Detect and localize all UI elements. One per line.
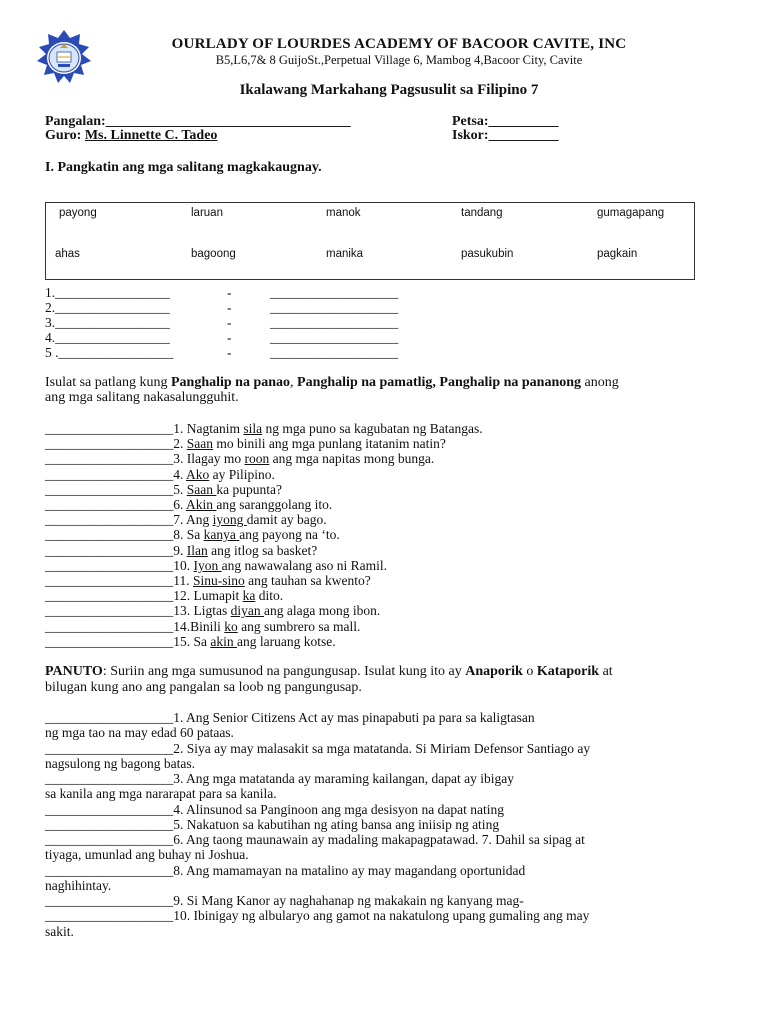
score-label: Iskor: (452, 128, 489, 143)
item-row: ___________________11. Sinu-sino ang tauhan sa kwento? (45, 573, 371, 589)
item-row: ___________________4. Ako ay Pilipino. (45, 466, 275, 482)
pair-row: 1._________________ - ___________________ (45, 285, 399, 300)
item-row: ___________________13. Ligtas diyan ang alaga mong ibon. (45, 603, 381, 619)
teacher-label: Guro: (45, 128, 82, 143)
pair-blank-left[interactable]: _________________ (58, 345, 174, 360)
answer-blank[interactable]: ___________________ (45, 436, 174, 452)
item-row: ___________________4. Alinsunod sa Panginoon ang mga desisyon na dapat nating (45, 801, 504, 817)
answer-blank[interactable]: ___________________ (45, 466, 174, 482)
name-label: Pangalan: (45, 114, 106, 129)
answer-blank[interactable]: ___________________ (45, 771, 174, 786)
item-row: ___________________9. Si Mang Kanor ay naghahanap ng makakain ng kanyang mag- (45, 893, 524, 908)
item-row: ___________________5. Nakatuon sa kabutihan ng ating bansa ang iniisip ng ating (45, 816, 500, 832)
item-continuation: sakit. (45, 923, 74, 939)
item-row: ___________________14.Binili ko ang sumbrero sa mall. (45, 618, 361, 634)
item-row: ___________________1. Ang Senior Citizens Act ay mas pinapabuti pa para sa kaligtasan (45, 710, 535, 725)
word: tandang (461, 207, 503, 219)
answer-blank[interactable]: ___________________ (45, 573, 174, 589)
item-continuation: nagsulong ng bagong batas. (45, 755, 195, 771)
pair-blank-left[interactable]: _________________ (55, 300, 170, 315)
school-name: OURLADY OF LOURDES ACADEMY OF BACOOR CAVITE, INC (171, 36, 627, 52)
item-row: ___________________10. Iyon ang nawawalang aso ni Ramil. (45, 557, 387, 573)
pair-blank-left[interactable]: _________________ (55, 285, 170, 300)
word: laruan (191, 207, 223, 219)
item-row: ___________________7. Ang iyong damit ay bago. (45, 512, 327, 528)
item-row: ___________________6. Akin ang saranggolang ito. (45, 497, 333, 513)
item-row: ___________________12. Lumapit ka dito. (45, 588, 284, 604)
word: manok (326, 207, 361, 219)
word: gumagapang (597, 207, 665, 219)
pair-row: 2._________________ - ___________________ (45, 300, 399, 315)
word: payong (59, 207, 97, 219)
item-row: ___________________3. Ang mga matatanda ay maraming kailangan, dapat ay ibigay (45, 771, 515, 786)
item-row: ___________________2. Siya ay may malasakit sa mga matatanda. Si Miriam Defensor Santiago ay (45, 740, 591, 756)
item-row: ___________________6. Ang taong maunawain ay madaling makapagpatawad. 7. Dahil sa sipag at (45, 832, 585, 847)
item-continuation: naghihintay. (45, 877, 112, 893)
pair-blank-right[interactable]: ___________________ (270, 285, 399, 300)
exam-title: Ikalawang Markahang Pagsusulit sa Filipino 7 (239, 82, 539, 98)
date-label: Petsa: (452, 114, 489, 129)
pair-blank-right[interactable]: ___________________ (270, 315, 399, 330)
pair-row: 4._________________ - ___________________ (45, 330, 399, 345)
answer-blank[interactable]: ___________________ (45, 832, 174, 847)
item-row: ___________________2. Saan mo binili ang mga punlang itatanim natin? (45, 436, 446, 452)
answer-blank[interactable]: ___________________ (45, 816, 174, 832)
answer-blank[interactable]: ___________________ (45, 893, 174, 908)
answer-blank[interactable]: ___________________ (45, 801, 174, 817)
word: pagkain (597, 248, 638, 260)
pair-blank-left[interactable]: _________________ (55, 315, 170, 330)
score-blank[interactable]: __________ (488, 128, 559, 143)
answer-blank[interactable]: ___________________ (45, 527, 174, 543)
answer-blank[interactable]: ___________________ (45, 481, 174, 497)
item-continuation: sa kanila ang mga nararapat para sa kanila. (45, 786, 277, 802)
answer-blank[interactable]: ___________________ (45, 633, 174, 649)
word: pasukubin (461, 248, 514, 260)
pair-blank-left[interactable]: _________________ (55, 330, 170, 345)
pair-blank-right[interactable]: ___________________ (270, 330, 399, 345)
teacher-row (45, 128, 217, 144)
part3-items (45, 710, 590, 939)
answer-blank[interactable]: ___________________ (45, 588, 174, 604)
item-row: ___________________8. Sa kanya ang payong na ‘to. (45, 527, 340, 543)
answer-blank[interactable]: ___________________ (45, 603, 174, 619)
date-blank[interactable]: __________ (488, 114, 559, 129)
part2-instruction: Isulat sa patlang kung Panghalip na panao, Panghalip na pamatlig, Panghalip na pananong anong ang mga salitang nakasalungguhit. (45, 375, 619, 405)
school-address: B5,L6,7& 8 GuijoSt.,Perpetual Village 6, Mambog 4,Bacoor City, Cavite (215, 53, 583, 67)
item-row: ___________________5. Saan ka pupunta? (45, 481, 282, 497)
item-row: ___________________10. Ibinigay ng albularyo ang gamot na nakatulong upang gumaling ang may (45, 908, 590, 924)
word: manika (326, 248, 364, 260)
word-box (45, 202, 695, 280)
part2-items (45, 421, 483, 649)
word: bagoong (191, 248, 236, 260)
pair-row: 3._________________ - ___________________ (45, 315, 399, 330)
answer-blank[interactable]: ___________________ (45, 451, 174, 467)
answer-blank[interactable]: ___________________ (45, 512, 174, 528)
item-row: ___________________1. Nagtanim sila ng mga puno sa kagubatan ng Batangas. (45, 421, 483, 436)
item-continuation: ng mga tao na may edad 60 pataas. (45, 725, 234, 741)
answer-blank[interactable]: ___________________ (45, 862, 174, 878)
pair-blank-right[interactable]: ___________________ (270, 345, 399, 360)
answer-blank[interactable]: ___________________ (45, 740, 174, 756)
item-row: ___________________15. Sa akin ang laruang kotse. (45, 633, 336, 649)
answer-blank[interactable]: ___________________ (45, 908, 174, 924)
item-row: ___________________3. Ilagay mo roon ang mga napitas mong bunga. (45, 451, 435, 467)
teacher-name: Ms. Linnette C. Tadeo (84, 128, 218, 143)
word: ahas (55, 248, 80, 260)
pair-row: 5 ._________________ - ___________________ (45, 345, 399, 360)
item-continuation: tiyaga, umunlad ang buhay ni Joshua. (45, 847, 249, 863)
answer-blank[interactable]: ___________________ (45, 421, 174, 436)
answer-blank[interactable]: ___________________ (45, 618, 174, 634)
part1-instruction: I. Pangkatin ang mga salitang magkakaugnay. (45, 160, 322, 175)
name-blank[interactable]: ___________________________________ (105, 114, 351, 129)
pair-blank-right[interactable]: ___________________ (270, 300, 399, 315)
item-row: ___________________8. Ang mamamayan na matalino ay may magandang oportunidad (45, 862, 526, 878)
answer-blank[interactable]: ___________________ (45, 497, 174, 513)
score-row (452, 128, 559, 144)
item-row: ___________________9. Ilan ang itlog sa basket? (45, 542, 318, 558)
answer-blank[interactable]: ___________________ (45, 557, 174, 573)
answer-blank[interactable]: ___________________ (45, 542, 174, 558)
part3-instruction: PANUTO: Suriin ang mga sumusunod na pangungusap. Isulat kung ito ay Anaporik o Kataporik at bilugan kung ano ang pangalan sa loob ng pangungusap. (45, 664, 613, 695)
answer-blank[interactable]: ___________________ (45, 710, 174, 725)
